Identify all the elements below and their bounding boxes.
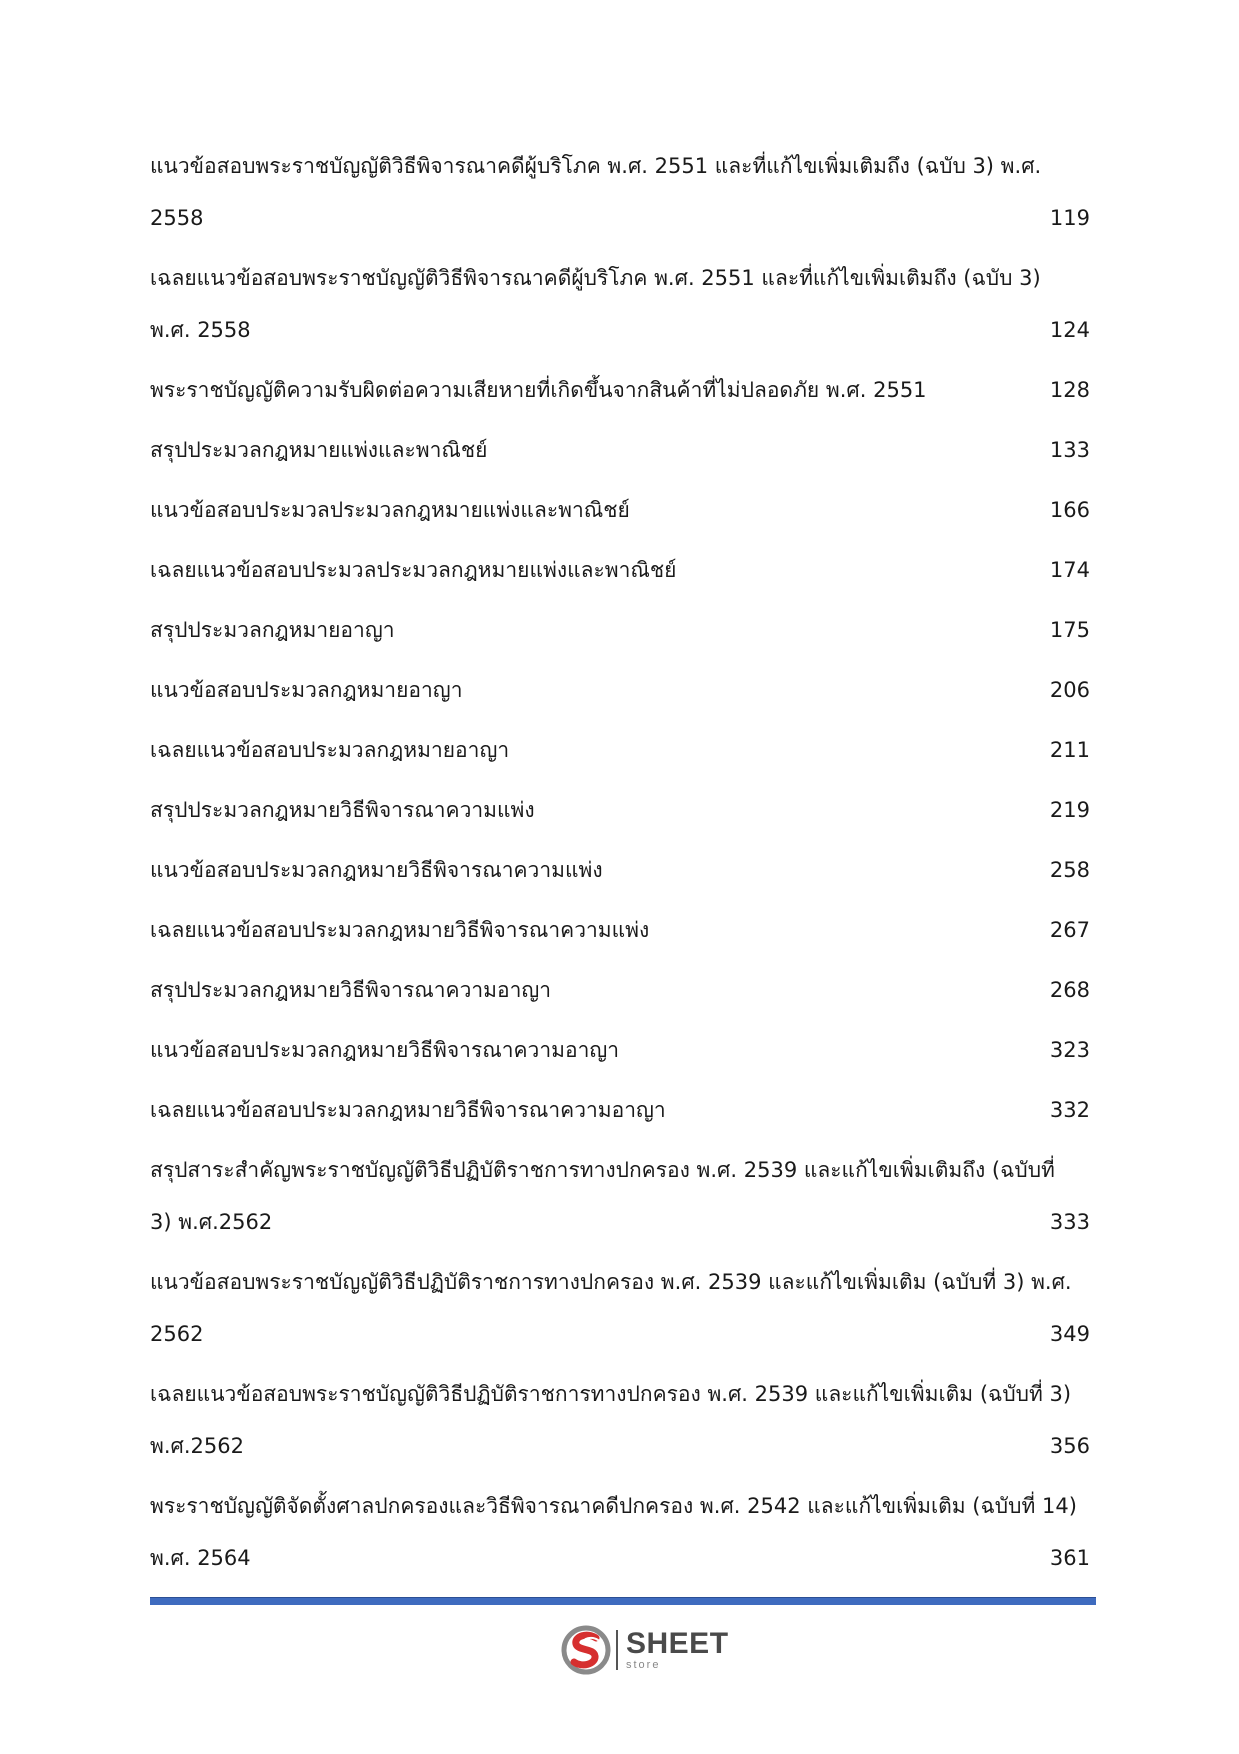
toc-page-number: 219 (1049, 798, 1090, 822)
toc-entry-lead-line (150, 1420, 1090, 1472)
toc-entry[interactable] (150, 140, 1090, 244)
toc-entry[interactable] (150, 252, 1090, 356)
toc-entry-title-line: สรุปสาระสำคัญพระราชบัญญัติวิธีปฏิบัติราชการทางปกครอง พ.ศ. 2539 และแก้ไขเพิ่มเติมถึง (ฉบับที่ (150, 1158, 1055, 1182)
toc-entry-title: สรุปประมวลกฎหมายวิธีพิจารณาความแพ่ง (150, 798, 535, 822)
toc-entry[interactable] (150, 364, 1090, 416)
toc-dot-leader (255, 316, 1044, 337)
toc-entry-title: เฉลยแนวข้อสอบประมวลกฎหมายอาญา (150, 738, 510, 762)
toc-entry[interactable] (150, 1368, 1090, 1472)
toc-page-number: 258 (1049, 858, 1090, 882)
toc-page-number: 211 (1049, 738, 1090, 762)
toc-entry-title-line: เฉลยแนวข้อสอบพระราชบัญญัติวิธีปฏิบัติราชการทางปกครอง พ.ศ. 2539 และแก้ไขเพิ่มเติม (ฉบับที่ 3) (150, 1382, 1072, 1406)
toc-page-number: 267 (1049, 918, 1090, 942)
toc-entry-title-line: แนวข้อสอบพระราชบัญญัติวิธีปฏิบัติราชการทางปกครอง พ.ศ. 2539 และแก้ไขเพิ่มเติม (ฉบับที่ 3) พ.ศ. (150, 1270, 1072, 1294)
toc-page-number: 166 (1049, 498, 1090, 522)
toc-entry[interactable] (150, 844, 1090, 896)
toc-entry-lead-line (150, 964, 1090, 1016)
toc-dot-leader (207, 1320, 1043, 1341)
sheet-store-logo (560, 1622, 730, 1678)
toc-page-number: 361 (1049, 1546, 1090, 1570)
toc-dot-leader (607, 856, 1044, 877)
toc-entry-title: แนวข้อสอบประมวลกฎหมายอาญา (150, 678, 463, 702)
toc-entry[interactable] (150, 1084, 1090, 1136)
toc-dot-leader (555, 976, 1044, 997)
toc-dot-leader (670, 1096, 1044, 1117)
toc-entry-lead-line (150, 844, 1090, 896)
table-of-contents (150, 140, 1090, 1592)
toc-dot-leader (255, 1544, 1044, 1565)
toc-dot-leader (491, 436, 1044, 457)
toc-dot-leader (207, 204, 1043, 225)
toc-page-number: 349 (1049, 1322, 1090, 1346)
toc-entry-title: เฉลยแนวข้อสอบประมวลกฎหมายวิธีพิจารณาความอาญา (150, 1098, 666, 1122)
toc-entry-title: พ.ศ. 2564 (150, 1546, 251, 1570)
toc-page-number: 332 (1049, 1098, 1090, 1122)
toc-entry-title: เฉลยแนวข้อสอบประมวลกฎหมายวิธีพิจารณาความแพ่ง (150, 918, 650, 942)
toc-dot-leader (680, 556, 1043, 577)
toc-entry-title: สรุปประมวลกฎหมายอาญา (150, 618, 395, 642)
toc-page-number: 174 (1049, 558, 1090, 582)
toc-entry-lead-line (150, 1532, 1090, 1584)
toc-entry-title: สรุปประมวลกฎหมายวิธีพิจารณาความอาญา (150, 978, 552, 1002)
toc-entry-title: พ.ศ. 2558 (150, 318, 251, 342)
toc-entry-lead-line (150, 304, 1090, 356)
toc-dot-leader (248, 1432, 1044, 1453)
toc-entry[interactable] (150, 1144, 1090, 1248)
toc-page-number: 356 (1049, 1434, 1090, 1458)
toc-page-number: 323 (1049, 1038, 1090, 1062)
logo-divider (616, 1630, 618, 1670)
toc-page-number: 206 (1049, 678, 1090, 702)
toc-entry-lead-line (150, 724, 1090, 776)
toc-entry[interactable] (150, 544, 1090, 596)
toc-entry-title: 2562 (150, 1322, 204, 1346)
logo-text (626, 1629, 729, 1671)
toc-entry-title-line: แนวข้อสอบพระราชบัญญัติวิธีพิจารณาคดีผู้บริโภค พ.ศ. 2551 และที่แก้ไขเพิ่มเติมถึง (ฉบับ 3) พ.ศ. (150, 154, 1042, 178)
toc-entry[interactable] (150, 1256, 1090, 1360)
toc-entry-lead-line (150, 1084, 1090, 1136)
toc-entry[interactable] (150, 784, 1090, 836)
toc-dot-leader (623, 1036, 1044, 1057)
toc-entry[interactable] (150, 904, 1090, 956)
toc-page-number: 333 (1049, 1210, 1090, 1234)
toc-entry-lead-line (150, 1308, 1090, 1360)
toc-entry-lead-line (150, 1024, 1090, 1076)
toc-dot-leader (931, 376, 1044, 397)
logo-word: SHEET (626, 1627, 729, 1660)
toc-entry-lead-line (150, 484, 1090, 536)
toc-dot-leader (399, 616, 1044, 637)
toc-entry[interactable] (150, 604, 1090, 656)
toc-page-number: 119 (1049, 206, 1090, 230)
toc-entry-title: แนวข้อสอบประมวลกฎหมายวิธีพิจารณาความอาญา (150, 1038, 620, 1062)
toc-page-number: 268 (1049, 978, 1090, 1002)
sheet-store-logo-icon (560, 1624, 612, 1676)
toc-entry[interactable] (150, 424, 1090, 476)
toc-page-number: 133 (1049, 438, 1090, 462)
toc-dot-leader (276, 1208, 1044, 1229)
toc-entry-title: พระราชบัญญัติความรับผิดต่อความเสียหายที่เกิดขึ้นจากสินค้าที่ไม่ปลอดภัย พ.ศ. 2551 (150, 378, 927, 402)
toc-entry-title-line: พระราชบัญญัติจัดตั้งศาลปกครองและวิธีพิจารณาคดีปกครอง พ.ศ. 2542 และแก้ไขเพิ่มเติม (ฉบับที่ 14) (150, 1494, 1077, 1518)
footer-rule (150, 1597, 1096, 1605)
toc-entry-lead-line (150, 604, 1090, 656)
toc-entry-lead-line (150, 904, 1090, 956)
toc-entry[interactable] (150, 664, 1090, 716)
toc-entry-title: 3) พ.ศ.2562 (150, 1210, 273, 1234)
toc-dot-leader (539, 796, 1044, 817)
toc-entry-lead-line (150, 364, 1090, 416)
logo-sub: store (626, 1659, 661, 1671)
toc-dot-leader (653, 916, 1044, 937)
toc-entry-lead-line (150, 1196, 1090, 1248)
toc-entry-title: พ.ศ.2562 (150, 1434, 244, 1458)
toc-entry-title: เฉลยแนวข้อสอบประมวลประมวลกฎหมายแพ่งและพาณิชย์ (150, 558, 677, 582)
toc-dot-leader (634, 496, 1044, 517)
toc-dot-leader (467, 676, 1044, 697)
toc-entry-title: แนวข้อสอบประมวลประมวลกฎหมายแพ่งและพาณิชย์ (150, 498, 630, 522)
toc-entry-lead-line (150, 784, 1090, 836)
toc-page-number: 175 (1049, 618, 1090, 642)
toc-entry-lead-line (150, 544, 1090, 596)
toc-entry[interactable] (150, 1480, 1090, 1584)
toc-entry-lead-line (150, 424, 1090, 476)
toc-entry-title: สรุปประมวลกฎหมายแพ่งและพาณิชย์ (150, 438, 488, 462)
toc-entry[interactable] (150, 1024, 1090, 1076)
toc-entry-lead-line (150, 664, 1090, 716)
toc-entry-title: แนวข้อสอบประมวลกฎหมายวิธีพิจารณาความแพ่ง (150, 858, 603, 882)
toc-entry[interactable] (150, 964, 1090, 1016)
toc-entry-title-line: เฉลยแนวข้อสอบพระราชบัญญัติวิธีพิจารณาคดีผู้บริโภค พ.ศ. 2551 และที่แก้ไขเพิ่มเติมถึง (ฉบับ 3) (150, 266, 1041, 290)
toc-entry-lead-line (150, 192, 1090, 244)
toc-entry[interactable] (150, 484, 1090, 536)
toc-entry[interactable] (150, 724, 1090, 776)
toc-entry-title: 2558 (150, 206, 204, 230)
toc-page-number: 128 (1049, 378, 1090, 402)
toc-page-number: 124 (1049, 318, 1090, 342)
toc-dot-leader (513, 736, 1044, 757)
